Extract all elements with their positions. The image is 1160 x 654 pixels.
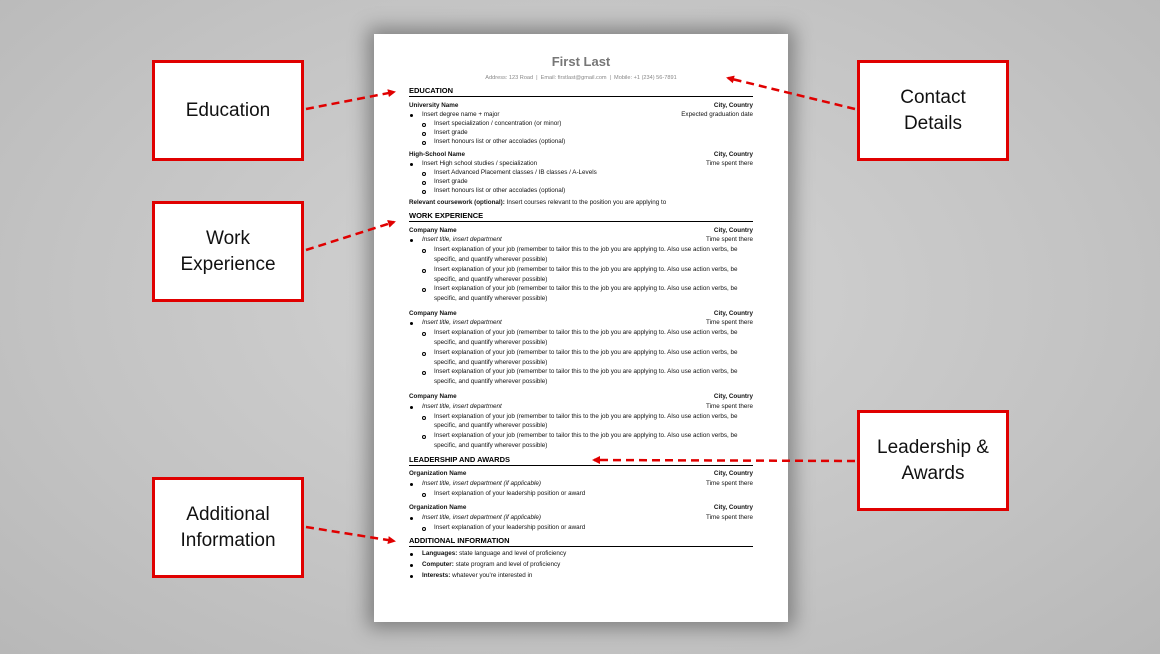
leadership-title: Insert title, insert department (if applicable): [422, 514, 541, 521]
callout-contact-line: Details: [903, 112, 963, 134]
callout-education-label: Education: [185, 99, 271, 121]
company-name: Company Name: [409, 310, 457, 317]
callout-leadership-line: Leadership &: [877, 436, 989, 458]
job-explanation-cont: specific, and quantify wherever possible): [434, 442, 548, 449]
contact-mobile: Mobile: +1 (234) 56-7891: [614, 75, 677, 81]
leadership-heading: LEADERSHIP AND AWARDS: [409, 455, 753, 466]
job-explanation: Insert explanation of your job (remember to tailor this to the job you are applying to. Also use action verbs, be: [434, 432, 738, 439]
company-name: Company Name: [409, 393, 457, 400]
job-explanation: Insert explanation of your job (remember to tailor this to the job you are applying to. Also use action verbs, be: [434, 413, 738, 420]
callout-additional-line: Additional: [186, 503, 270, 525]
contact-email: Email: firstlast@gmail.com: [540, 75, 607, 81]
university-location: City, Country: [713, 102, 753, 109]
leadership-title: Insert title, insert department (if applicable): [422, 480, 541, 487]
job-explanation: Insert explanation of your job (remember to tailor this to the job you are applying to. Also use action verbs, be: [434, 349, 738, 356]
organization-name: Organization Name: [409, 504, 467, 511]
job-title: Insert title, insert department: [422, 236, 502, 243]
job-explanation: Insert explanation of your job (remember to tailor this to the job you are applying to. Also use action verbs, be: [434, 368, 738, 375]
additional-item-label: Interests:: [422, 572, 451, 579]
organization-location: City, Country: [713, 470, 753, 477]
job-explanation-cont: specific, and quantify wherever possible): [434, 378, 548, 385]
additional-item-label: Languages:: [422, 550, 458, 557]
job-title: Insert title, insert department: [422, 403, 502, 410]
job-explanation-cont: specific, and quantify wherever possible): [434, 295, 548, 302]
university-name: University Name: [409, 102, 459, 109]
company-location: City, Country: [713, 393, 753, 400]
job-explanation: Insert explanation of your job (remember to tailor this to the job you are applying to. Also use action verbs, be: [434, 266, 738, 273]
job-time: Time spent there: [705, 403, 753, 410]
additional-item-text: whatever you're interested in: [452, 572, 533, 579]
highschool-sub-item: Insert grade: [434, 178, 468, 185]
contact-address: Address: 123 Road: [485, 75, 534, 81]
university-sub-item: Insert honours list or other accolades (optional): [434, 138, 566, 145]
highschool-date: Time spent there: [705, 160, 753, 167]
company-location: City, Country: [713, 227, 753, 234]
contact-separator: |: [609, 75, 612, 81]
arrow-additional-information: [306, 527, 394, 541]
leadership-time: Time spent there: [705, 480, 753, 487]
additional-item-text: state language and level of proficiency: [459, 550, 567, 557]
job-explanation: Insert explanation of your job (remember to tailor this to the job you are applying to. Also use action verbs, be: [434, 246, 738, 253]
university-date: Expected graduation date: [681, 111, 753, 118]
resume-name: First Last: [551, 54, 611, 69]
highschool-name: High-School Name: [409, 151, 465, 158]
arrow-leadership-awards: [594, 460, 855, 461]
highschool-sub-item: Insert honours list or other accolades (optional): [434, 187, 566, 194]
callout-work-line: Work: [206, 227, 250, 249]
university-sub-item: Insert specialization / concentration (or minor): [434, 120, 562, 127]
organization-location: City, Country: [713, 504, 753, 511]
callout-leadership-line: Awards: [901, 462, 965, 484]
job-explanation: Insert explanation of your job (remember to tailor this to the job you are applying to. Also use action verbs, be: [434, 285, 738, 292]
callout-work-line: Experience: [180, 253, 276, 275]
job-time: Time spent there: [705, 236, 753, 243]
job-explanation-cont: specific, and quantify wherever possible): [434, 359, 548, 366]
university-degree: Insert degree name + major: [422, 111, 500, 118]
arrow-work-experience: [306, 222, 394, 250]
education-heading: EDUCATION: [409, 86, 753, 97]
leadership-explanation: Insert explanation of your leadership position or award: [434, 490, 586, 497]
additional-item-label: Computer:: [422, 561, 454, 568]
arrow-contact-details: [728, 78, 855, 109]
callout-contact-line: Contact: [900, 86, 966, 108]
leadership-time: Time spent there: [705, 514, 753, 521]
organization-name: Organization Name: [409, 470, 467, 477]
coursework-label: Relevant coursework (optional):: [409, 199, 505, 206]
job-title: Insert title, insert department: [422, 319, 502, 326]
arrow-education: [306, 92, 394, 109]
work-heading: WORK EXPERIENCE: [409, 211, 753, 222]
coursework-text: Insert courses relevant to the position you are applying to: [506, 199, 667, 206]
university-sub-item: Insert grade: [434, 129, 468, 136]
highschool-sub-item: Insert Advanced Placement classes / IB classes / A-Levels: [434, 169, 597, 176]
company-name: Company Name: [409, 227, 457, 234]
job-explanation-cont: specific, and quantify wherever possible): [434, 276, 548, 283]
highschool-studies: Insert High school studies / specialization: [422, 160, 538, 167]
leadership-explanation: Insert explanation of your leadership position or award: [434, 524, 586, 531]
job-time: Time spent there: [705, 319, 753, 326]
job-explanation-cont: specific, and quantify wherever possible): [434, 339, 548, 346]
job-explanation-cont: specific, and quantify wherever possible): [434, 422, 548, 429]
company-location: City, Country: [713, 310, 753, 317]
callout-additional-line: Information: [180, 529, 276, 551]
contact-separator: |: [536, 75, 538, 81]
job-explanation-cont: specific, and quantify wherever possible): [434, 256, 548, 263]
job-explanation: Insert explanation of your job (remember to tailor this to the job you are applying to. Also use action verbs, be: [434, 329, 738, 336]
highschool-location: City, Country: [713, 151, 753, 158]
additional-heading: ADDITIONAL INFORMATION: [409, 536, 753, 547]
additional-item-text: state program and level of proficiency: [455, 561, 561, 568]
